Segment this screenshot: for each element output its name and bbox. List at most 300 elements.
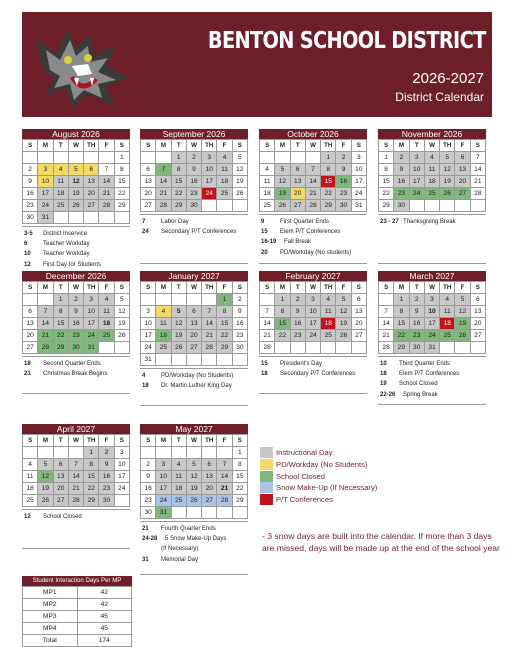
month-title: September 2026 (140, 129, 248, 139)
legend-swatch (260, 447, 273, 458)
event-item (142, 227, 247, 237)
week-row (260, 188, 367, 200)
day-cell: 10 (38, 176, 53, 188)
event-text: First Day for Students (43, 261, 102, 268)
day-cell: 7 (379, 306, 394, 318)
week-row (379, 294, 486, 306)
week-row (141, 188, 248, 200)
day-cell: 19 (186, 483, 201, 495)
event-item (142, 381, 247, 391)
event-item (261, 237, 366, 247)
month-title: August 2026 (22, 129, 130, 139)
day-cell: 29 (53, 342, 68, 354)
weekday-header: S (114, 140, 129, 152)
weekday-header: S (379, 140, 394, 152)
day-cell: 12 (68, 176, 83, 188)
event-text: Christmas Break Begins (43, 371, 108, 378)
day-cell: 23 (336, 188, 351, 200)
day-cell: 5 (232, 152, 247, 164)
day-cell: 11 (321, 306, 336, 318)
weekday-header: T (53, 282, 68, 294)
day-cell: 29 (394, 342, 409, 354)
day-cell: 7 (202, 306, 217, 318)
day-cell: 22 (379, 188, 394, 200)
day-cell: 24 (424, 330, 439, 342)
month-events (22, 509, 130, 549)
month-calendar (378, 129, 486, 264)
week-row (379, 200, 486, 212)
day-cell: 15 (379, 176, 394, 188)
day-cell: 1 (379, 152, 394, 164)
day-cell: 14 (305, 176, 320, 188)
day-cell: 11 (424, 164, 439, 176)
weekday-header: M (38, 435, 53, 447)
day-cell: 2 (290, 294, 305, 306)
weekday-header: W (186, 282, 201, 294)
day-cell: 10 (409, 164, 424, 176)
day-cell (53, 212, 68, 224)
day-cell: 11 (99, 306, 114, 318)
mp-days: 42 (77, 587, 132, 599)
event-item (142, 217, 247, 227)
month-grid (378, 139, 486, 212)
weekday-header-row (379, 140, 486, 152)
week-row (379, 342, 486, 354)
panther-logo-icon (32, 16, 132, 112)
event-item (142, 544, 247, 554)
day-cell: 22 (53, 330, 68, 342)
day-cell: 15 (321, 176, 336, 188)
week-row (141, 495, 248, 507)
table-row (23, 611, 132, 623)
weekday-header: T (171, 435, 186, 447)
legend (260, 447, 420, 505)
day-cell (99, 342, 114, 354)
event-text: Spring Break (403, 391, 438, 398)
month-events (140, 368, 248, 406)
day-cell: 14 (217, 471, 232, 483)
day-cell: 7 (38, 306, 53, 318)
day-cell: 23 (290, 330, 305, 342)
day-cell: 9 (141, 471, 156, 483)
day-cell: 16 (232, 318, 247, 330)
day-cell: 5 (440, 152, 455, 164)
day-cell: 18 (424, 176, 439, 188)
day-cell: 29 (114, 200, 129, 212)
day-cell: 23 (394, 188, 409, 200)
day-cell: 9 (290, 306, 305, 318)
day-cell: 24 (114, 483, 129, 495)
day-cell: 15 (171, 176, 186, 188)
weekday-header-row (141, 282, 248, 294)
day-cell: 3 (305, 294, 320, 306)
day-cell: 4 (171, 459, 186, 471)
week-row (141, 152, 248, 164)
event-item (24, 249, 129, 259)
day-cell: 19 (68, 188, 83, 200)
month-events (22, 356, 130, 394)
day-cell: 19 (336, 318, 351, 330)
weekday-header-row (23, 282, 130, 294)
month-calendar (259, 271, 367, 394)
table-row (23, 587, 132, 599)
event-item (380, 359, 485, 369)
event-date: 16-19 (261, 239, 277, 246)
week-row (141, 507, 248, 519)
week-row (379, 306, 486, 318)
day-cell: 15 (53, 318, 68, 330)
day-cell: 2 (141, 459, 156, 471)
weekday-header-row (379, 282, 486, 294)
day-cell (156, 354, 171, 366)
day-cell: 14 (470, 164, 485, 176)
day-cell: 14 (99, 176, 114, 188)
day-cell (186, 354, 201, 366)
day-cell: 18 (321, 318, 336, 330)
day-cell (424, 200, 439, 212)
day-cell: 10 (202, 164, 217, 176)
event-date: 18 (142, 383, 149, 390)
event-item (142, 371, 247, 381)
weekday-header: M (156, 282, 171, 294)
day-cell (38, 152, 53, 164)
legend-item (260, 447, 420, 459)
day-cell: 6 (84, 164, 99, 176)
day-cell: 16 (409, 318, 424, 330)
day-cell: 26 (336, 330, 351, 342)
weekday-header: F (455, 282, 470, 294)
week-row (23, 200, 130, 212)
mp-days: 45 (77, 611, 132, 623)
day-cell: 6 (186, 306, 201, 318)
weekday-header-row (260, 282, 367, 294)
day-cell: 30 (141, 507, 156, 519)
day-cell: 4 (321, 294, 336, 306)
day-cell: 28 (68, 495, 83, 507)
day-cell (186, 447, 201, 459)
day-cell: 1 (84, 447, 99, 459)
day-cell: 27 (141, 200, 156, 212)
weekday-header: M (275, 140, 290, 152)
event-item (142, 524, 247, 534)
day-cell (141, 294, 156, 306)
day-cell: 6 (351, 294, 366, 306)
weekday-header: W (186, 435, 201, 447)
event-date: 21 (24, 371, 31, 378)
day-cell: 5 (336, 294, 351, 306)
day-cell: 30 (23, 212, 38, 224)
day-cell: 25 (99, 330, 114, 342)
day-cell: 26 (68, 200, 83, 212)
day-cell (38, 447, 53, 459)
weekday-header: S (23, 140, 38, 152)
weekday-header: TH (321, 140, 336, 152)
day-cell: 25 (424, 188, 439, 200)
day-cell: 3 (424, 294, 439, 306)
day-cell: 18 (440, 318, 455, 330)
day-cell: 20 (470, 318, 485, 330)
month-title: January 2027 (140, 271, 248, 281)
weekday-header: S (141, 140, 156, 152)
weekday-header: TH (440, 140, 455, 152)
day-cell: 8 (171, 164, 186, 176)
weekday-header: M (156, 435, 171, 447)
weekday-header: TH (84, 435, 99, 447)
day-cell (455, 342, 470, 354)
day-cell (38, 294, 53, 306)
weekday-header: F (217, 282, 232, 294)
day-cell: 1 (321, 152, 336, 164)
event-item (24, 512, 129, 522)
day-cell: 24 (141, 342, 156, 354)
day-cell: 4 (99, 294, 114, 306)
event-text: Secondary P/T Conferences (280, 371, 356, 378)
month-grid (140, 139, 248, 212)
day-cell: 8 (232, 459, 247, 471)
day-cell: 23 (99, 483, 114, 495)
day-cell: 2 (186, 152, 201, 164)
weekday-header: F (217, 435, 232, 447)
month-events (140, 521, 248, 575)
event-item (24, 359, 129, 369)
legend-label: PD/Workday (No Students) (276, 460, 368, 470)
weekday-header: S (232, 140, 247, 152)
week-row (23, 483, 130, 495)
event-text: Teacher Workday (43, 251, 90, 258)
week-row (379, 188, 486, 200)
day-cell: 10 (141, 318, 156, 330)
day-cell (53, 152, 68, 164)
day-cell (156, 152, 171, 164)
month-calendar (259, 129, 367, 264)
day-cell: 18 (23, 483, 38, 495)
day-cell: 10 (84, 306, 99, 318)
event-item (261, 248, 366, 258)
week-row (23, 471, 130, 483)
day-cell: 30 (394, 200, 409, 212)
day-cell (217, 200, 232, 212)
calendar-subtitle: District Calendar (395, 90, 484, 104)
school-year: 2026-2027 (412, 70, 484, 87)
day-cell: 22 (394, 330, 409, 342)
weekday-header: S (351, 140, 366, 152)
event-date: 31 (142, 556, 149, 563)
event-text: Elem P/T Conferences (280, 229, 341, 236)
day-cell: 25 (260, 200, 275, 212)
day-cell (470, 200, 485, 212)
day-cell: 27 (186, 342, 201, 354)
weekday-header: T (290, 140, 305, 152)
day-cell: 17 (202, 176, 217, 188)
day-cell: 21 (260, 330, 275, 342)
day-cell (141, 447, 156, 459)
day-cell: 20 (84, 188, 99, 200)
day-cell: 31 (141, 354, 156, 366)
day-cell: 11 (217, 164, 232, 176)
week-row (379, 330, 486, 342)
week-row (23, 447, 130, 459)
day-cell: 24 (305, 330, 320, 342)
day-cell: 3 (84, 294, 99, 306)
day-cell (202, 507, 217, 519)
event-item (380, 379, 485, 389)
day-cell: 9 (186, 164, 201, 176)
day-cell: 30 (68, 342, 83, 354)
day-cell: 3 (409, 152, 424, 164)
weekday-header: F (99, 435, 114, 447)
day-cell: 17 (38, 188, 53, 200)
day-cell: 20 (202, 483, 217, 495)
weekday-header: TH (202, 282, 217, 294)
week-row (141, 459, 248, 471)
day-cell (141, 152, 156, 164)
day-cell: 1 (232, 447, 247, 459)
day-cell: 14 (68, 471, 83, 483)
day-cell (202, 294, 217, 306)
day-cell: 2 (336, 152, 351, 164)
week-row (141, 354, 248, 366)
event-text: Fourth Quarter Ends (161, 526, 216, 532)
day-cell: 12 (440, 164, 455, 176)
day-cell: 21 (68, 483, 83, 495)
weekday-header: TH (202, 435, 217, 447)
day-cell: 14 (379, 318, 394, 330)
weekday-header: F (336, 140, 351, 152)
weekday-header: S (351, 282, 366, 294)
day-cell: 23 (23, 200, 38, 212)
table-row (23, 623, 132, 635)
event-date: 15 (261, 229, 268, 236)
day-cell: 8 (217, 306, 232, 318)
day-cell: 12 (336, 306, 351, 318)
day-cell (171, 447, 186, 459)
day-cell: 4 (217, 152, 232, 164)
day-cell (171, 354, 186, 366)
month-events (259, 214, 367, 264)
weekday-header: W (305, 282, 320, 294)
day-cell: 15 (275, 318, 290, 330)
day-cell (275, 152, 290, 164)
legend-label: School Closed (276, 471, 325, 481)
day-cell: 16 (68, 318, 83, 330)
weekday-header: TH (440, 282, 455, 294)
day-cell: 13 (351, 306, 366, 318)
day-cell (68, 212, 83, 224)
table-row (23, 635, 132, 647)
day-cell: 27 (351, 330, 366, 342)
day-cell: 27 (455, 188, 470, 200)
day-cell (202, 200, 217, 212)
day-cell: 23 (186, 188, 201, 200)
weekday-header: S (470, 140, 485, 152)
event-text: Fall Break (284, 239, 312, 246)
weekday-header: S (23, 435, 38, 447)
month-grid (378, 281, 486, 354)
day-cell: 7 (470, 152, 485, 164)
day-cell: 22 (321, 188, 336, 200)
day-cell: 23 (409, 330, 424, 342)
week-row (23, 342, 130, 354)
day-cell (23, 152, 38, 164)
weekday-header: S (141, 282, 156, 294)
weekday-header: S (114, 282, 129, 294)
day-cell: 6 (470, 294, 485, 306)
weekday-header-row (141, 140, 248, 152)
day-cell: 8 (379, 164, 394, 176)
day-cell: 13 (202, 471, 217, 483)
day-cell: 20 (455, 176, 470, 188)
day-cell: 11 (171, 471, 186, 483)
week-row (379, 176, 486, 188)
day-cell: 31 (156, 507, 171, 519)
day-cell: 22 (84, 483, 99, 495)
weekday-header: F (455, 140, 470, 152)
day-cell: 12 (171, 318, 186, 330)
day-cell: 10 (424, 306, 439, 318)
legend-swatch (260, 471, 273, 482)
student-days-grid (22, 586, 132, 647)
month-title: April 2027 (22, 424, 130, 434)
day-cell: 17 (305, 318, 320, 330)
day-cell: 1 (171, 152, 186, 164)
day-cell: 3 (114, 447, 129, 459)
day-cell: 24 (38, 200, 53, 212)
day-cell: 31 (84, 342, 99, 354)
day-cell: 21 (305, 188, 320, 200)
event-text: President's Day (280, 361, 322, 367)
event-text: (If Necessary) (161, 546, 199, 553)
day-cell: 13 (23, 318, 38, 330)
day-cell: 3 (38, 164, 53, 176)
day-cell: 2 (394, 152, 409, 164)
week-row (141, 447, 248, 459)
event-text: School Closed (43, 514, 82, 520)
day-cell: 4 (440, 294, 455, 306)
day-cell: 16 (186, 176, 201, 188)
week-row (141, 176, 248, 188)
day-cell: 19 (440, 176, 455, 188)
weekday-header: M (275, 282, 290, 294)
day-cell: 15 (84, 471, 99, 483)
event-text: PD/Workday (No students) (280, 249, 352, 256)
weekday-header: W (424, 140, 439, 152)
week-row (379, 152, 486, 164)
day-cell: 12 (38, 471, 53, 483)
day-cell: 18 (156, 330, 171, 342)
day-cell: 18 (217, 176, 232, 188)
event-date: 19 (380, 381, 387, 388)
mp-days: 42 (77, 599, 132, 611)
event-date: 15 (261, 361, 268, 367)
week-row (23, 459, 130, 471)
day-cell: 13 (141, 176, 156, 188)
week-row (23, 176, 130, 188)
day-cell: 23 (68, 330, 83, 342)
day-cell (23, 447, 38, 459)
week-row (260, 294, 367, 306)
day-cell: 8 (53, 306, 68, 318)
day-cell: 18 (53, 188, 68, 200)
event-date: 21 (142, 526, 149, 532)
day-cell: 20 (351, 318, 366, 330)
week-row (260, 330, 367, 342)
event-text: Secondary P/T Conferences (161, 229, 237, 236)
day-cell: 13 (455, 164, 470, 176)
weekday-header: T (290, 282, 305, 294)
week-row (260, 200, 367, 212)
day-cell: 29 (379, 200, 394, 212)
day-cell (232, 507, 247, 519)
